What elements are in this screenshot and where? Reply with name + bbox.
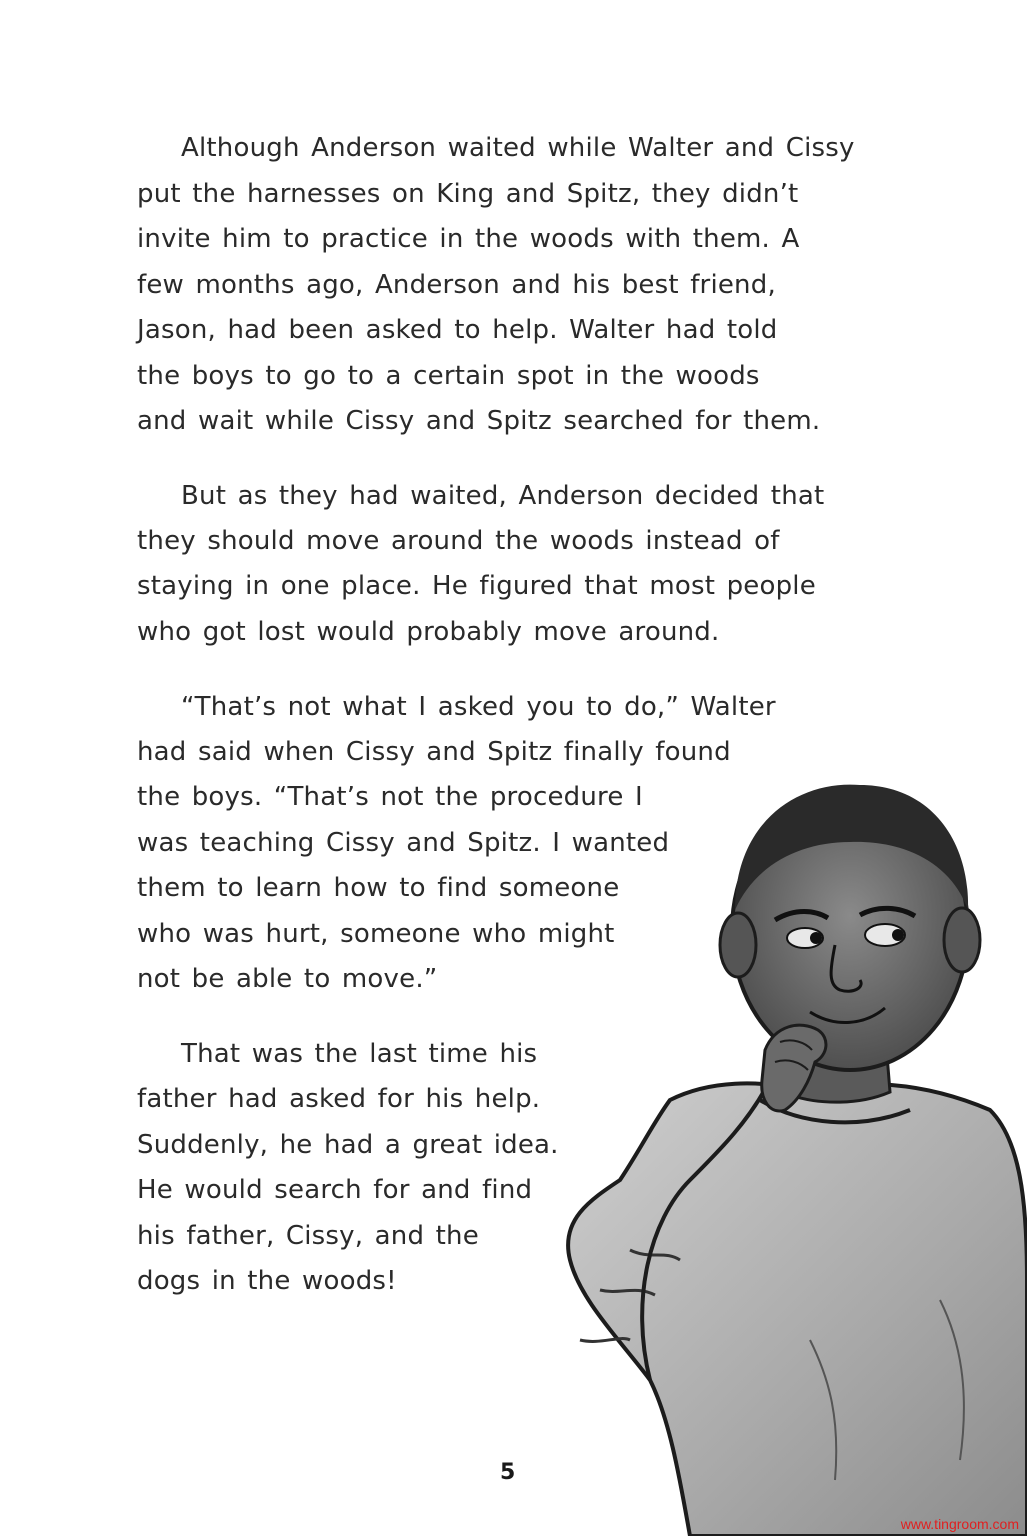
text-line: put the harnesses on King and Spitz, they didn’t	[137, 179, 799, 209]
text-line: Although Anderson waited while Walter and Cissy	[181, 133, 855, 163]
text-line: the boys to go to a certain spot in the woods	[137, 361, 760, 391]
text-line: staying in one place. He figured that most people	[137, 571, 816, 601]
text-line: who was hurt, someone who might	[137, 919, 615, 949]
text-line: father had asked for his help.	[137, 1084, 541, 1114]
text-line: But as they had waited, Anderson decided that	[181, 481, 825, 511]
text-line: his father, Cissy, and the	[137, 1221, 479, 1251]
text-line: was teaching Cissy and Spitz. I wanted	[137, 828, 670, 858]
text-line: and wait while Cissy and Spitz searched for them.	[137, 406, 821, 436]
text-line: the boys. “That’s not the procedure I	[137, 782, 643, 812]
text-line: who got lost would probably move around.	[137, 617, 720, 647]
text-line: had said when Cissy and Spitz finally found	[137, 737, 731, 767]
boy-illustration	[560, 780, 1027, 1536]
text-line: few months ago, Anderson and his best friend,	[137, 270, 776, 300]
text-line: He would search for and find	[137, 1175, 533, 1205]
text-line: dogs in the woods!	[137, 1266, 397, 1296]
text-line: Jason, had been asked to help. Walter had told	[137, 315, 778, 345]
text-line: invite him to practice in the woods with them. A	[137, 224, 800, 254]
text-line: them to learn how to find someone	[137, 873, 620, 903]
text-line: they should move around the woods instead of	[137, 526, 780, 556]
watermark: www.tingroom.com	[900, 1516, 1019, 1532]
text-line: “That’s not what I asked you to do,” Walter	[181, 692, 776, 722]
text-line: not be able to move.”	[137, 964, 438, 994]
text-line: Suddenly, he had a great idea.	[137, 1130, 559, 1160]
page-number: 5	[500, 1460, 516, 1485]
text-line: That was the last time his	[181, 1039, 538, 1069]
